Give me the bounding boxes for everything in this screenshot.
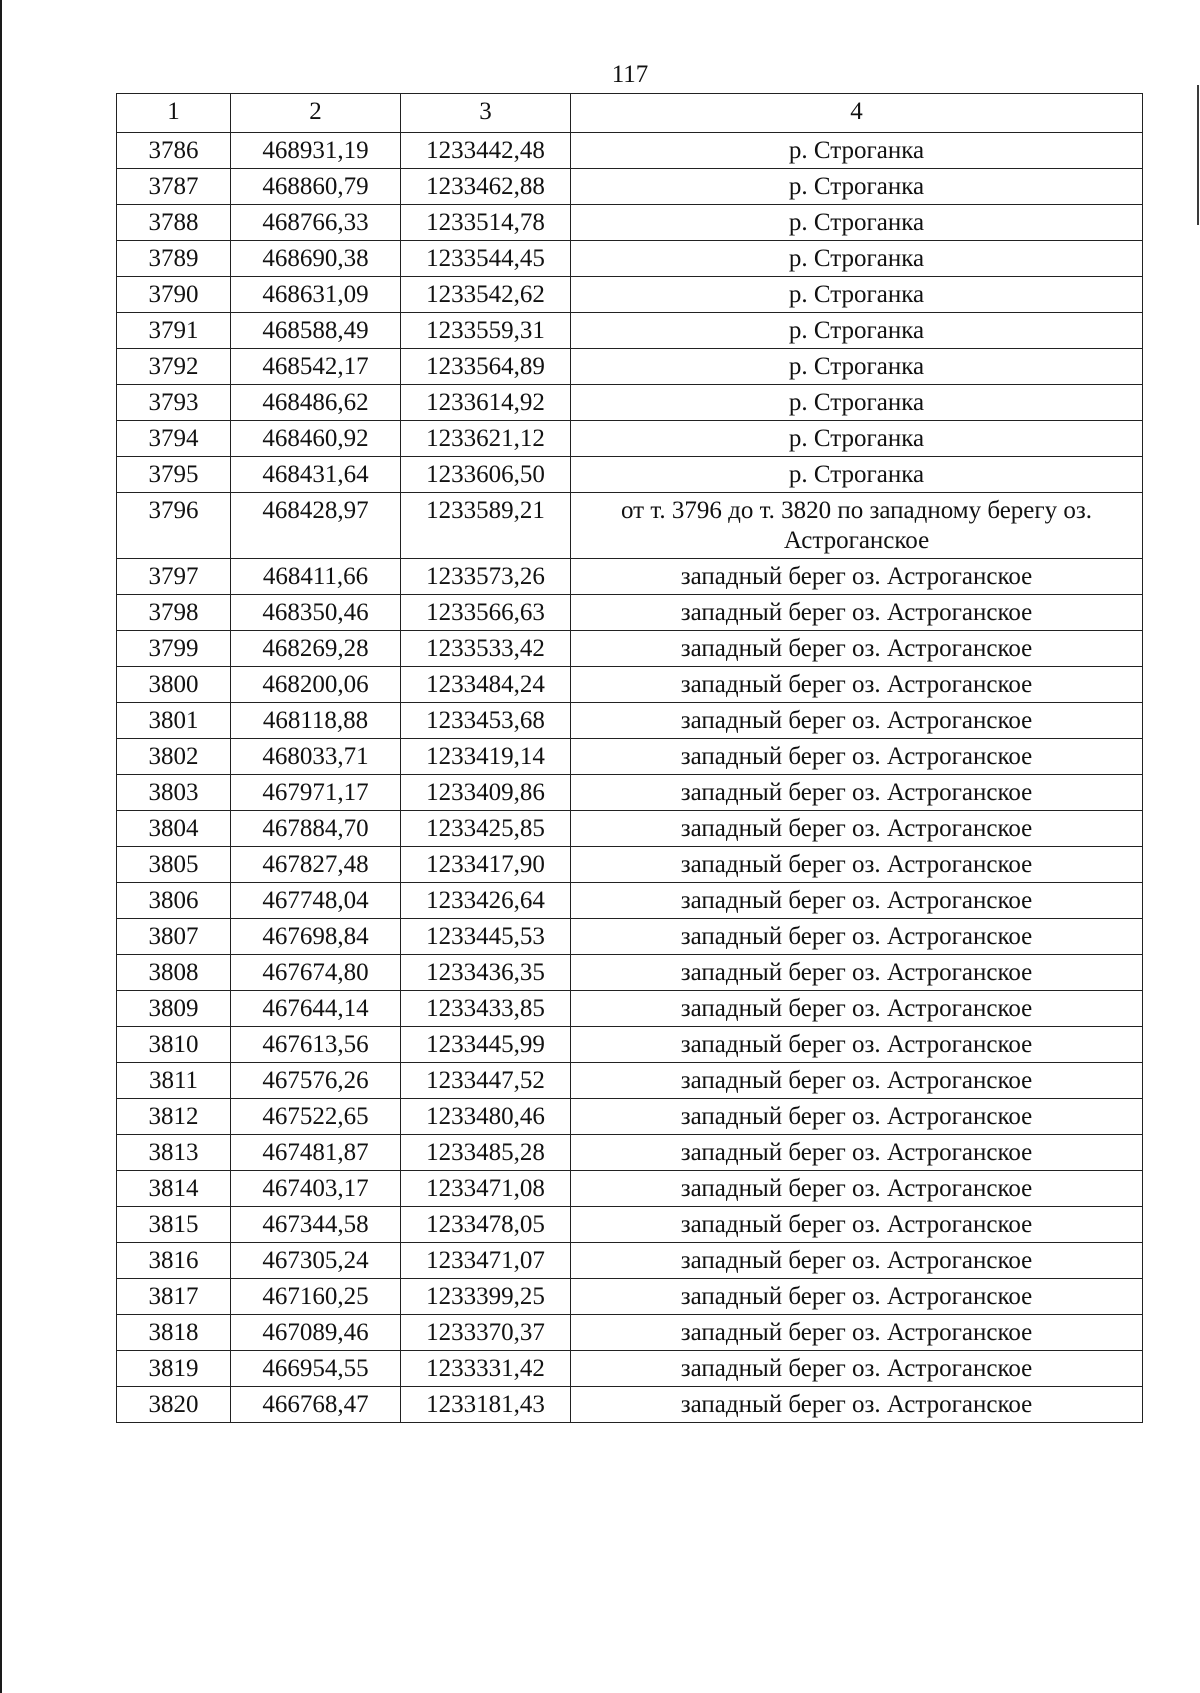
table-row xyxy=(117,133,1143,169)
x-coordinate-cell: 467305,24 xyxy=(231,1243,401,1279)
description-cell: р. Строганка xyxy=(571,349,1143,385)
description-cell: западный берег оз. Астроганское xyxy=(571,775,1143,811)
y-coordinate-cell: 1233514,78 xyxy=(401,205,571,241)
point-number-cell: 3807 xyxy=(117,919,231,955)
point-number-cell: 3819 xyxy=(117,1351,231,1387)
description-cell: западный берег оз. Астроганское xyxy=(571,1171,1143,1207)
column-header: 3 xyxy=(401,94,571,133)
description-cell: западный берег оз. Астроганское xyxy=(571,847,1143,883)
description-cell: западный берег оз. Астроганское xyxy=(571,1135,1143,1171)
description-cell: западный берег оз. Астроганское xyxy=(571,1351,1143,1387)
y-coordinate-cell: 1233614,92 xyxy=(401,385,571,421)
table-row xyxy=(117,703,1143,739)
point-number-cell: 3787 xyxy=(117,169,231,205)
description-cell: западный берег оз. Астроганское xyxy=(571,1315,1143,1351)
y-coordinate-cell: 1233425,85 xyxy=(401,811,571,847)
table-row xyxy=(117,457,1143,493)
y-coordinate-cell: 1233606,50 xyxy=(401,457,571,493)
description-cell: западный берег оз. Астроганское xyxy=(571,811,1143,847)
table-row xyxy=(117,349,1143,385)
point-number-cell: 3803 xyxy=(117,775,231,811)
table-row xyxy=(117,847,1143,883)
y-coordinate-cell: 1233399,25 xyxy=(401,1279,571,1315)
x-coordinate-cell: 467674,80 xyxy=(231,955,401,991)
description-cell: р. Строганка xyxy=(571,457,1143,493)
column-header: 2 xyxy=(231,94,401,133)
point-number-cell: 3802 xyxy=(117,739,231,775)
x-coordinate-cell: 467160,25 xyxy=(231,1279,401,1315)
x-coordinate-cell: 467613,56 xyxy=(231,1027,401,1063)
x-coordinate-cell: 467644,14 xyxy=(231,991,401,1027)
x-coordinate-cell: 467089,46 xyxy=(231,1315,401,1351)
x-coordinate-cell: 467698,84 xyxy=(231,919,401,955)
x-coordinate-cell: 467344,58 xyxy=(231,1207,401,1243)
y-coordinate-cell: 1233433,85 xyxy=(401,991,571,1027)
scan-right-edge xyxy=(1197,85,1199,225)
x-coordinate-cell: 468118,88 xyxy=(231,703,401,739)
x-coordinate-cell: 468588,49 xyxy=(231,313,401,349)
y-coordinate-cell: 1233485,28 xyxy=(401,1135,571,1171)
y-coordinate-cell: 1233542,62 xyxy=(401,277,571,313)
y-coordinate-cell: 1233370,37 xyxy=(401,1315,571,1351)
table-row xyxy=(117,1243,1143,1279)
description-cell: западный берег оз. Астроганское xyxy=(571,919,1143,955)
point-number-cell: 3791 xyxy=(117,313,231,349)
table-row xyxy=(117,277,1143,313)
y-coordinate-cell: 1233445,53 xyxy=(401,919,571,955)
table-row xyxy=(117,1279,1143,1315)
x-coordinate-cell: 468269,28 xyxy=(231,631,401,667)
description-cell: западный берег оз. Астроганское xyxy=(571,1099,1143,1135)
x-coordinate-cell: 468411,66 xyxy=(231,559,401,595)
x-coordinate-cell: 467403,17 xyxy=(231,1171,401,1207)
table-row xyxy=(117,1099,1143,1135)
y-coordinate-cell: 1233447,52 xyxy=(401,1063,571,1099)
table-row xyxy=(117,991,1143,1027)
y-coordinate-cell: 1233566,63 xyxy=(401,595,571,631)
point-number-cell: 3810 xyxy=(117,1027,231,1063)
x-coordinate-cell: 468350,46 xyxy=(231,595,401,631)
page-number: 117 xyxy=(611,61,649,88)
table-row xyxy=(117,421,1143,457)
point-number-cell: 3799 xyxy=(117,631,231,667)
x-coordinate-cell: 468486,62 xyxy=(231,385,401,421)
table-row xyxy=(117,811,1143,847)
y-coordinate-cell: 1233564,89 xyxy=(401,349,571,385)
point-number-cell: 3793 xyxy=(117,385,231,421)
x-coordinate-cell: 467481,87 xyxy=(231,1135,401,1171)
y-coordinate-cell: 1233453,68 xyxy=(401,703,571,739)
y-coordinate-cell: 1233484,24 xyxy=(401,667,571,703)
point-number-cell: 3811 xyxy=(117,1063,231,1099)
point-number-cell: 3798 xyxy=(117,595,231,631)
scan-left-edge xyxy=(0,0,2,1693)
y-coordinate-cell: 1233331,42 xyxy=(401,1351,571,1387)
table-row xyxy=(117,739,1143,775)
table-row xyxy=(117,1063,1143,1099)
y-coordinate-cell: 1233471,08 xyxy=(401,1171,571,1207)
description-cell: р. Строганка xyxy=(571,421,1143,457)
description-cell: западный берег оз. Астроганское xyxy=(571,1279,1143,1315)
y-coordinate-cell: 1233478,05 xyxy=(401,1207,571,1243)
table-body xyxy=(117,133,1143,1423)
description-cell: западный берег оз. Астроганское xyxy=(571,991,1143,1027)
x-coordinate-cell: 467884,70 xyxy=(231,811,401,847)
table-row xyxy=(117,493,1143,559)
point-number-cell: 3808 xyxy=(117,955,231,991)
description-cell: западный берег оз. Астроганское xyxy=(571,1243,1143,1279)
point-number-cell: 3816 xyxy=(117,1243,231,1279)
description-cell: западный берег оз. Астроганское xyxy=(571,883,1143,919)
x-coordinate-cell: 468542,17 xyxy=(231,349,401,385)
description-cell: р. Строганка xyxy=(571,205,1143,241)
y-coordinate-cell: 1233462,88 xyxy=(401,169,571,205)
x-coordinate-cell: 468766,33 xyxy=(231,205,401,241)
x-coordinate-cell: 468200,06 xyxy=(231,667,401,703)
point-number-cell: 3797 xyxy=(117,559,231,595)
table-row xyxy=(117,385,1143,421)
x-coordinate-cell: 468631,09 xyxy=(231,277,401,313)
y-coordinate-cell: 1233559,31 xyxy=(401,313,571,349)
y-coordinate-cell: 1233409,86 xyxy=(401,775,571,811)
y-coordinate-cell: 1233445,99 xyxy=(401,1027,571,1063)
x-coordinate-cell: 468428,97 xyxy=(231,493,401,559)
x-coordinate-cell: 467576,26 xyxy=(231,1063,401,1099)
y-coordinate-cell: 1233533,42 xyxy=(401,631,571,667)
table-row xyxy=(117,883,1143,919)
point-number-cell: 3801 xyxy=(117,703,231,739)
point-number-cell: 3809 xyxy=(117,991,231,1027)
description-cell: р. Строганка xyxy=(571,385,1143,421)
y-coordinate-cell: 1233181,43 xyxy=(401,1387,571,1423)
description-cell: западный берег оз. Астроганское xyxy=(571,1063,1143,1099)
table-row xyxy=(117,775,1143,811)
x-coordinate-cell: 468860,79 xyxy=(231,169,401,205)
table-row xyxy=(117,631,1143,667)
point-number-cell: 3794 xyxy=(117,421,231,457)
table-row xyxy=(117,313,1143,349)
column-header: 4 xyxy=(571,94,1143,133)
point-number-cell: 3813 xyxy=(117,1135,231,1171)
y-coordinate-cell: 1233442,48 xyxy=(401,133,571,169)
y-coordinate-cell: 1233573,26 xyxy=(401,559,571,595)
y-coordinate-cell: 1233419,14 xyxy=(401,739,571,775)
coordinates-table xyxy=(116,93,1143,1423)
y-coordinate-cell: 1233544,45 xyxy=(401,241,571,277)
description-cell: западный берег оз. Астроганское xyxy=(571,559,1143,595)
description-cell: р. Строганка xyxy=(571,241,1143,277)
x-coordinate-cell: 467522,65 xyxy=(231,1099,401,1135)
point-number-cell: 3804 xyxy=(117,811,231,847)
y-coordinate-cell: 1233436,35 xyxy=(401,955,571,991)
description-cell: западный берег оз. Астроганское xyxy=(571,955,1143,991)
description-cell: западный берег оз. Астроганское xyxy=(571,1027,1143,1063)
column-number-row xyxy=(117,94,1143,133)
description-cell: западный берег оз. Астроганское xyxy=(571,739,1143,775)
point-number-cell: 3806 xyxy=(117,883,231,919)
table-row xyxy=(117,1027,1143,1063)
y-coordinate-cell: 1233589,21 xyxy=(401,493,571,559)
x-coordinate-cell: 468931,19 xyxy=(231,133,401,169)
point-number-cell: 3814 xyxy=(117,1171,231,1207)
x-coordinate-cell: 468033,71 xyxy=(231,739,401,775)
description-cell: р. Строганка xyxy=(571,277,1143,313)
table-row xyxy=(117,1315,1143,1351)
y-coordinate-cell: 1233480,46 xyxy=(401,1099,571,1135)
description-cell: западный берег оз. Астроганское xyxy=(571,595,1143,631)
table-row xyxy=(117,1387,1143,1423)
table-row xyxy=(117,1351,1143,1387)
y-coordinate-cell: 1233417,90 xyxy=(401,847,571,883)
point-number-cell: 3812 xyxy=(117,1099,231,1135)
column-header: 1 xyxy=(117,94,231,133)
x-coordinate-cell: 467748,04 xyxy=(231,883,401,919)
x-coordinate-cell: 468690,38 xyxy=(231,241,401,277)
table-row xyxy=(117,1171,1143,1207)
description-cell: западный берег оз. Астроганское xyxy=(571,631,1143,667)
point-number-cell: 3817 xyxy=(117,1279,231,1315)
y-coordinate-cell: 1233621,12 xyxy=(401,421,571,457)
point-number-cell: 3795 xyxy=(117,457,231,493)
y-coordinate-cell: 1233426,64 xyxy=(401,883,571,919)
point-number-cell: 3800 xyxy=(117,667,231,703)
table-row xyxy=(117,205,1143,241)
point-number-cell: 3805 xyxy=(117,847,231,883)
x-coordinate-cell: 466954,55 xyxy=(231,1351,401,1387)
table-row xyxy=(117,169,1143,205)
point-number-cell: 3796 xyxy=(117,493,231,559)
x-coordinate-cell: 467827,48 xyxy=(231,847,401,883)
x-coordinate-cell: 467971,17 xyxy=(231,775,401,811)
point-number-cell: 3815 xyxy=(117,1207,231,1243)
table-row xyxy=(117,595,1143,631)
point-number-cell: 3788 xyxy=(117,205,231,241)
table-row xyxy=(117,241,1143,277)
description-cell: от т. 3796 до т. 3820 по западному берегу оз. Астроганское xyxy=(571,493,1143,559)
table-row xyxy=(117,667,1143,703)
point-number-cell: 3792 xyxy=(117,349,231,385)
table-row xyxy=(117,1207,1143,1243)
x-coordinate-cell: 468460,92 xyxy=(231,421,401,457)
y-coordinate-cell: 1233471,07 xyxy=(401,1243,571,1279)
table-row xyxy=(117,919,1143,955)
table-row xyxy=(117,559,1143,595)
description-cell: р. Строганка xyxy=(571,169,1143,205)
description-cell: р. Строганка xyxy=(571,133,1143,169)
table-row xyxy=(117,955,1143,991)
table-row xyxy=(117,1135,1143,1171)
description-cell: западный берег оз. Астроганское xyxy=(571,703,1143,739)
description-cell: р. Строганка xyxy=(571,313,1143,349)
point-number-cell: 3820 xyxy=(117,1387,231,1423)
description-cell: западный берег оз. Астроганское xyxy=(571,1387,1143,1423)
point-number-cell: 3818 xyxy=(117,1315,231,1351)
x-coordinate-cell: 468431,64 xyxy=(231,457,401,493)
point-number-cell: 3790 xyxy=(117,277,231,313)
description-cell: западный берег оз. Астроганское xyxy=(571,667,1143,703)
point-number-cell: 3789 xyxy=(117,241,231,277)
x-coordinate-cell: 466768,47 xyxy=(231,1387,401,1423)
point-number-cell: 3786 xyxy=(117,133,231,169)
description-cell: западный берег оз. Астроганское xyxy=(571,1207,1143,1243)
